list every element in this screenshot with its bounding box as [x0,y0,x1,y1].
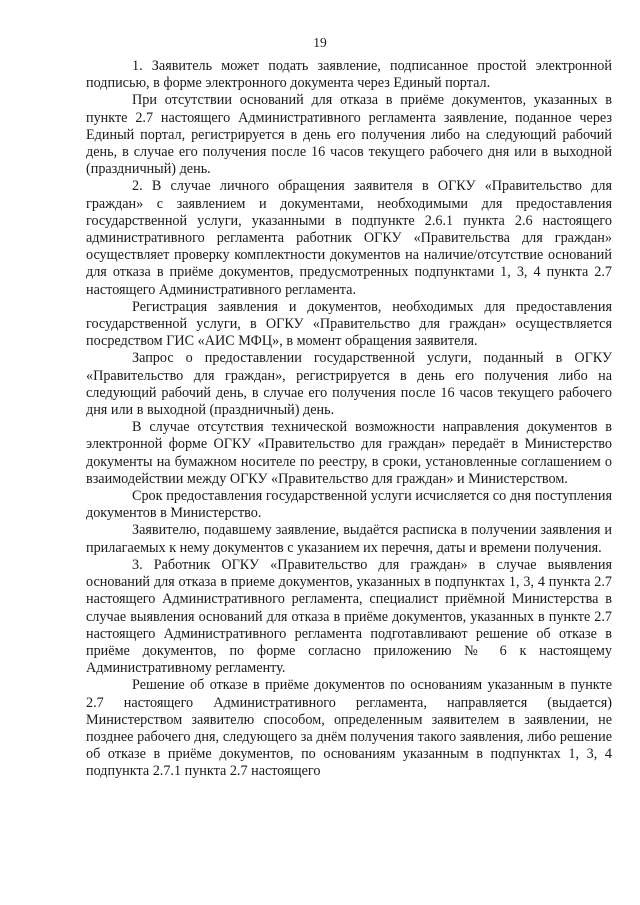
document-body [86,58,612,781]
paragraph-4: Регистрация заявления и документов, необходимых для предоставления государственной услуги, в ОГКУ «Правительство для граждан» осуществляется посредством ГИС «АИС МФЦ», в момент обращения заявителя. [86,298,612,350]
paragraph-5: Запрос о предоставлении государственной услуги, поданный в ОГКУ «Правительство для граждан», регистрируется в день его получения либо на следующий рабочий день, в случае его получения после 16 часов текущего рабочего дня или в выходной (праздничный) день. [86,350,612,419]
paragraph-9: 3. Работник ОГКУ «Правительство для граждан» в случае выявления оснований для отказа в приеме документов, указанных в подпунктах 1, 3, 4 пункта 2.7 настоящего Административного регламента, специалист приёмной Министерства в случае выявления оснований для отказа в приёме документов, указанных в пункте 2.7 настоящего Административного регламента подготавливают решение об отказе в приёме документов, по форме согласно приложению № 6 к настоящему Административному регламенту. [86,556,612,677]
paragraph-10: Решение об отказе в приёме документов по основаниям указанным в пункте 2.7 настоящего Административного регламента, направляется (выдается) Министерством заявителю способом, определенным заявителем в заявлении, не позднее рабочего дня, следующего за днём получения такого заявления, либо решение об отказе в приёме документов, по основаниям указанным в подпунктах 1, 3, 4 подпункта 2.7.1 пункта 2.7 настоящего [86,677,612,780]
paragraph-7: Срок предоставления государственной услуги исчисляется со дня поступления документов в Министерство. [86,488,612,522]
paragraph-3: 2. В случае личного обращения заявителя в ОГКУ «Правительство для граждан» с заявлением и документами, необходимыми для предоставления государственной услуги, указанными в подпункте 2.6.1 пункта 2.6 настоящего административного регламента работник ОГКУ «Правительства для граждан» осуществляет проверку комплектности документов на наличие/отсутствие оснований для отказа в приёме документов, предусмотренных подпунктами 1, 3, 4 пункта 2.7 настоящего Административного регламента. [86,178,612,298]
paragraph-1: 1. Заявитель может подать заявление, подписанное простой электронной подписью, в форме электронного документа через Единый портал. [86,58,612,92]
page-number: 19 [313,35,327,50]
paragraph-8: Заявителю, подавшему заявление, выдаётся расписка в получении заявления и прилагаемых к нему документов с указанием их перечня, даты и времени получения. [86,522,612,556]
paragraph-2: При отсутствии оснований для отказа в приёме документов, указанных в пункте 2.7 настоящего Административного регламента заявление, поданное через Единый портал, регистрируется в день его получения либо на следующий рабочий день, в случае его получения после 16 часов текущего рабочего дня или в выходной (праздничный) день. [86,92,612,178]
paragraph-6: В случае отсутствия технической возможности направления документов в электронной форме ОГКУ «Правительство для граждан» передаёт в Министерство документы на бумажном носителе по реестру, в сроки, установленные соглашением о взаимодействии между ОГКУ «Правительство для граждан» и Министерством. [86,419,612,487]
